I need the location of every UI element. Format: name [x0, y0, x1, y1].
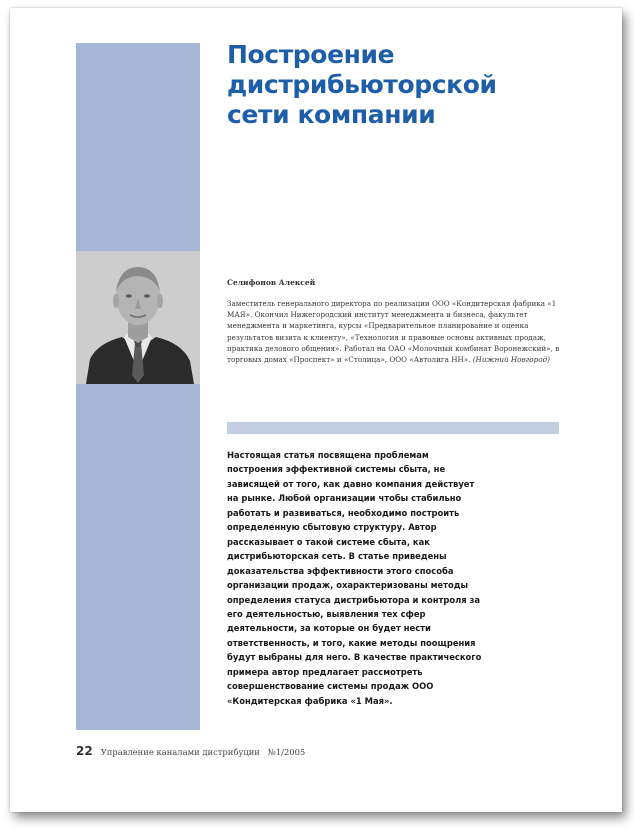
author-name: Селифонов Алексей: [227, 278, 316, 287]
author-bio: [227, 298, 567, 365]
side-color-band-bottom: [76, 384, 200, 730]
author-bio-text: Заместитель генерального директора по реализации ООО «Кондитерская фабрика «1 МАЯ». Окончил Нижегородский институт менеджмента и бизнеса, факультет менеджмента и маркетинга, курсы «Предварительное планирование и оценка результатов визита к клиенту», «Технология и правовые основы активных продаж, практика делового общения». Работал на ОАО «Молочный комбинат Воронежский», в торговых домах «Проспект» и «Столица», ООО «Автолига НН».: [227, 299, 560, 365]
magazine-page: [10, 8, 622, 812]
page-number: 22: [76, 744, 93, 758]
article-title: [227, 40, 587, 130]
title-line: дистрибьюторской: [227, 70, 497, 99]
title-line: Построение: [227, 40, 395, 69]
side-color-band-top: [76, 43, 200, 251]
author-city: (Нижний Новгород): [472, 355, 550, 365]
page-footer: [76, 742, 305, 756]
journal-name: Управление каналами дистрибуции: [100, 747, 260, 757]
title-line: сети компании: [227, 100, 436, 129]
issue-number: №1/2005: [267, 747, 306, 757]
section-divider: [227, 422, 559, 434]
author-photo: [76, 251, 200, 384]
article-abstract: Настоящая статья посвящена проблемам построения эффективной системы сбыта, не зависящей от того, как давно компания действует на рынке. Любой организации чтобы стабильно работать и развиваться, необходимо построить определенную сбытовую структуру. Автор рассказывает о такой системе сбыта, как дистрибьюторская сеть. В статье приведены доказательства эффективности этого способа организации продаж, охарактеризованы методы определения статуса дистрибьютора и контроля за его деятельностью, выявления тех сфер деятельности, за которые он будет нести ответственность, и того, какие методы поощрения будут выбраны для него. В качестве практического примера автор предлагает рассмотреть совершенствование системы продаж ООО «Кондитерская фабрика «1 Мая».: [227, 450, 482, 706]
